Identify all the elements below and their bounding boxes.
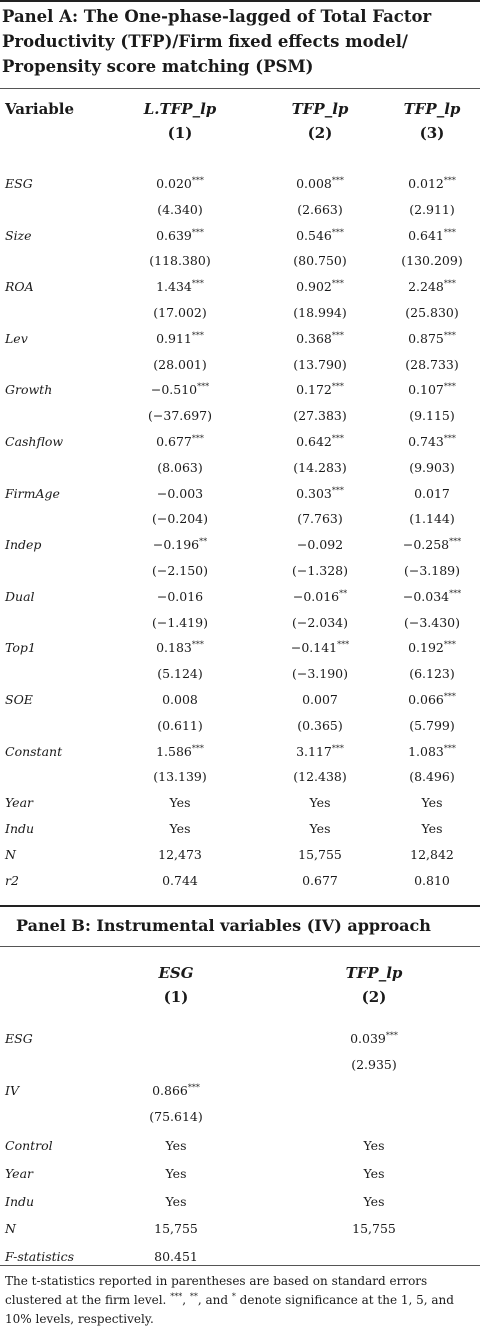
row-label: FirmAge	[5, 485, 60, 501]
table-cell: 0.368***	[296, 330, 344, 346]
table-cell: 0.639***	[156, 227, 204, 243]
row-label: Indep	[5, 537, 42, 553]
table-cell: 0.183***	[156, 640, 204, 656]
column-number-1: (1)	[167, 124, 193, 142]
table-cell: 0.810	[414, 872, 450, 888]
row-label: Indu	[5, 821, 35, 836]
row-label: Year	[5, 795, 33, 811]
table-cell: (−3.430)	[403, 614, 461, 630]
table-cell: 0.911***	[156, 330, 204, 346]
table-cell: (13.139)	[153, 769, 207, 785]
table-cell: 0.017	[414, 485, 450, 501]
row-label: F-statistics	[5, 1249, 75, 1264]
table-cell: (28.001)	[153, 356, 207, 372]
table-cell: (8.496)	[409, 769, 455, 785]
table-cell: (−3.189)	[403, 563, 461, 578]
table-cell: (−0.204)	[151, 511, 209, 527]
table-cell: 0.007	[302, 692, 338, 707]
header-variable: Variable	[5, 100, 75, 118]
table-cell: (13.790)	[293, 356, 347, 372]
table-cell: (9.903)	[409, 459, 455, 475]
table-cell: 0.642***	[296, 433, 344, 449]
table-cell: (−1.328)	[291, 563, 349, 578]
table-cell: −0.016**	[292, 588, 348, 604]
table-cell: 1.586***	[156, 743, 204, 759]
table-cell: 0.546***	[296, 227, 344, 243]
row-label: ROA	[5, 279, 34, 295]
table-cell: (14.283)	[293, 459, 347, 475]
panel-b-column-number-2: (2)	[361, 988, 387, 1006]
table-cell: 0.020***	[156, 175, 204, 191]
table-cell: (80.750)	[293, 253, 347, 269]
panel-b-title: Panel B: Instrumental variables (IV) approach	[16, 916, 431, 935]
row-label: N	[5, 1221, 16, 1236]
table-cell: (27.383)	[293, 408, 347, 424]
row-label: Year	[5, 1166, 33, 1181]
row-label: r2	[5, 872, 19, 888]
table-cell: Yes	[169, 795, 191, 811]
table-cell: (2.911)	[409, 201, 455, 217]
table-cell: 0.303***	[296, 485, 344, 501]
table-cell: (1.144)	[409, 511, 455, 527]
table-cell: (18.994)	[293, 305, 347, 320]
table-cell: Yes	[309, 821, 331, 836]
table-cell: Yes	[421, 795, 443, 811]
row-label: Indu	[5, 1194, 35, 1209]
table-cell: −0.510***	[150, 382, 210, 398]
row-label: Size	[5, 227, 32, 243]
row-label: Lev	[5, 330, 28, 346]
table-cell: −0.196**	[152, 537, 208, 553]
table-cell: Yes	[165, 1194, 187, 1209]
table-cell: Yes	[169, 821, 191, 836]
table-cell: Yes	[363, 1194, 385, 1209]
column-header-1: L.TFP_lp	[143, 100, 217, 118]
table-cell: (28.733)	[405, 356, 459, 372]
table-cell: 15,755	[154, 1221, 198, 1236]
table-cell: (−2.150)	[151, 563, 209, 578]
panel-a-title: Panel A: The One-phase-lagged of Total Factor Productivity (TFP)/Firm fixed effects model/ Propensity score matching (PSM)	[2, 7, 432, 76]
table-cell: (5.124)	[157, 666, 203, 682]
table-cell: 0.012***	[408, 175, 456, 191]
table-cell: 0.066***	[408, 691, 456, 707]
table-cell: (−2.034)	[291, 614, 349, 630]
panel-a-divider	[0, 88, 480, 89]
table-cell: (25.830)	[405, 305, 459, 320]
table-cell: (118.380)	[149, 253, 211, 269]
table-cell: 0.039***	[350, 1030, 398, 1046]
table-cell: 0.641***	[408, 227, 456, 243]
table-cell: Yes	[421, 821, 443, 836]
table-cell: 1.434***	[156, 279, 204, 295]
table-cell: (75.614)	[149, 1109, 203, 1124]
table-cell: (7.763)	[297, 511, 343, 527]
table-cell: 12,473	[158, 846, 202, 862]
table-cell: (17.002)	[153, 305, 207, 320]
table-cell: (130.209)	[401, 253, 463, 269]
table-cell: 0.107***	[408, 382, 456, 398]
table-cell: Yes	[165, 1166, 187, 1181]
table-cell: 0.902***	[296, 279, 344, 295]
table-cell: Yes	[165, 1138, 187, 1153]
panel-b-column-header-2: TFP_lp	[345, 964, 403, 982]
table-cell: −0.034***	[402, 588, 462, 604]
row-label: ESG	[5, 1031, 33, 1046]
table-cell: (0.365)	[297, 717, 343, 733]
column-number-2: (2)	[307, 124, 333, 142]
column-number-3: (3)	[419, 124, 445, 142]
table-cell: 0.866***	[152, 1082, 200, 1098]
table-cell: 0.008***	[296, 175, 344, 191]
table-cell: −0.092	[296, 537, 344, 553]
row-label: Dual	[5, 588, 35, 604]
table-cell: Yes	[363, 1166, 385, 1181]
table-cell: −0.003	[156, 485, 204, 501]
table-cell: (4.340)	[157, 201, 203, 217]
panel-b-divider	[0, 946, 480, 947]
table-cell: (−3.190)	[291, 666, 349, 682]
table-cell: 15,755	[298, 846, 342, 862]
table-cell: (2.663)	[297, 201, 343, 217]
table-cell: 0.172***	[296, 382, 344, 398]
table-cell: Yes	[363, 1138, 385, 1153]
table-cell: −0.141***	[290, 640, 350, 656]
table-cell: −0.016	[156, 588, 204, 604]
note-rule	[0, 1265, 480, 1266]
table-cell: 0.744	[162, 872, 198, 888]
table-cell: 80.451	[154, 1249, 198, 1264]
table-cell: (8.063)	[157, 459, 203, 475]
table-cell: (9.115)	[409, 408, 455, 424]
table-cell: 3.117***	[296, 743, 344, 759]
row-label: Cashflow	[5, 434, 64, 449]
panel-b-column-number-1: (1)	[163, 988, 189, 1006]
table-cell: 0.743***	[408, 433, 456, 449]
table-cell: 0.875***	[408, 330, 456, 346]
table-cell: (−37.697)	[148, 408, 212, 424]
row-label: IV	[5, 1083, 19, 1098]
panel-b-top-rule	[0, 905, 480, 907]
table-note: The t-statistics reported in parentheses are based on standard errors clustered at the firm level. ***, **, and * denote significance at the 1, 5, and 10% levels, respectively.	[5, 1274, 454, 1326]
table-cell: (0.611)	[157, 717, 203, 733]
row-label: N	[5, 846, 16, 862]
table-cell: 0.677	[302, 872, 338, 888]
row-label: Control	[5, 1138, 53, 1153]
table-cell: 0.677***	[156, 433, 204, 449]
table-cell: 15,755	[352, 1221, 396, 1236]
table-cell: 1.083***	[408, 743, 456, 759]
row-label: SOE	[5, 692, 33, 707]
panel-b-column-header-1: ESG	[158, 964, 194, 982]
table-cell: 0.008	[162, 692, 198, 707]
column-header-3: TFP_lp	[403, 100, 461, 118]
column-header-2: TFP_lp	[291, 100, 349, 118]
row-label: Top1	[5, 640, 36, 656]
table-cell: (2.935)	[351, 1057, 397, 1072]
table-cell: −0.258***	[402, 537, 462, 553]
table-cell: (12.438)	[293, 769, 347, 785]
row-label: Constant	[5, 743, 63, 759]
table-cell: 2.248***	[408, 279, 456, 295]
table-cell: (5.799)	[409, 717, 455, 733]
table-cell: (−1.419)	[151, 614, 209, 630]
row-label: ESG	[5, 176, 33, 191]
table-cell: 12,842	[410, 846, 454, 862]
top-rule	[0, 0, 480, 2]
row-label: Growth	[5, 382, 53, 398]
table-cell: 0.192***	[408, 640, 456, 656]
table-cell: Yes	[309, 795, 331, 811]
table-cell: (6.123)	[409, 666, 455, 682]
